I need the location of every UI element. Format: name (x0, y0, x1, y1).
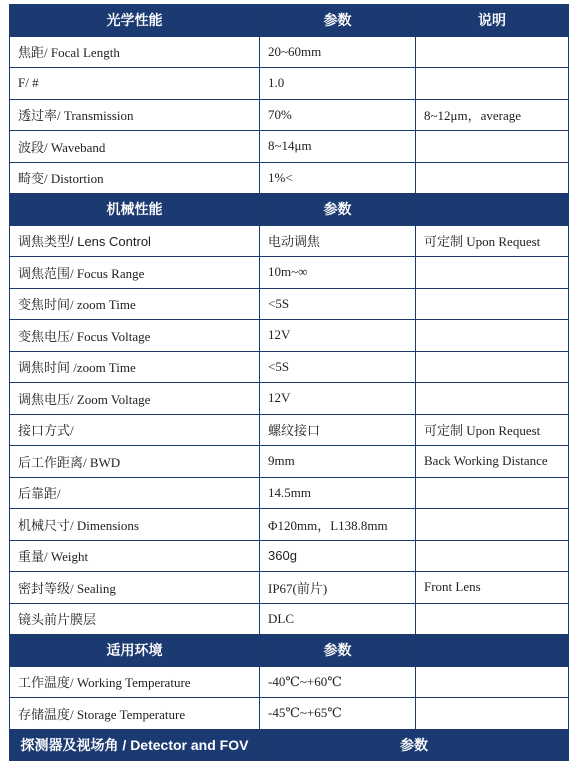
table-row (10, 698, 569, 730)
row-name: 畸变/ Distortion (10, 162, 260, 194)
row-value: 70% (260, 99, 416, 131)
table-row (10, 572, 569, 604)
row-note (416, 36, 569, 68)
row-value: -40℃~+60℃ (260, 666, 416, 698)
row-name: 后靠距/ (10, 477, 260, 509)
row-name: 机械尺寸/ Dimensions (10, 509, 260, 541)
row-name: 后工作距离/ BWD (10, 446, 260, 478)
row-note (416, 351, 569, 383)
row-value: 1%< (260, 162, 416, 194)
row-note (416, 257, 569, 289)
optics-header-title: 光学性能 (10, 5, 260, 37)
table-row (10, 477, 569, 509)
row-value: Φ120mm，L138.8mm (260, 509, 416, 541)
row-value: 8~14μm (260, 131, 416, 163)
row-value: 10m~∞ (260, 257, 416, 289)
row-value: 14.5mm (260, 477, 416, 509)
row-note (416, 162, 569, 194)
row-name: 波段/ Waveband (10, 131, 260, 163)
table-row (10, 162, 569, 194)
table-row (10, 509, 569, 541)
table-row (10, 68, 569, 100)
mech-header-note (416, 194, 569, 226)
row-value: 1.0 (260, 68, 416, 100)
row-value: -45℃~+65℃ (260, 698, 416, 730)
row-value: 12V (260, 320, 416, 352)
env-header-title: 适用环境 (10, 635, 260, 667)
table-row (10, 99, 569, 131)
row-note: 可定制 Upon Request (416, 414, 569, 446)
row-note (416, 383, 569, 415)
row-name: 调焦时间 /zoom Time (10, 351, 260, 383)
table-row (10, 351, 569, 383)
row-note (416, 68, 569, 100)
optics-header-param: 参数 (260, 5, 416, 37)
mech-header-param: 参数 (260, 194, 416, 226)
row-name: 密封等级/ Sealing (10, 572, 260, 604)
row-note: Back Working Distance (416, 446, 569, 478)
det-header-title: 探测器及视场角 / Detector and FOV (10, 729, 260, 761)
row-name: F/ # (10, 68, 260, 100)
spec-table (9, 4, 569, 761)
row-note (416, 509, 569, 541)
row-note (416, 603, 569, 635)
row-value: 20~60mm (260, 36, 416, 68)
table-row (10, 257, 569, 289)
row-name: 变焦时间/ zoom Time (10, 288, 260, 320)
row-value: 螺纹接口 (260, 414, 416, 446)
table-row (10, 414, 569, 446)
table-row (10, 603, 569, 635)
table-row (10, 666, 569, 698)
table-row (10, 383, 569, 415)
row-name: 调焦类型/ Lens Control (10, 225, 260, 257)
optics-header-note: 说明 (416, 5, 569, 37)
row-value: 电动调焦 (260, 225, 416, 257)
row-name: 存储温度/ Storage Temperature (10, 698, 260, 730)
row-name: 变焦电压/ Focus Voltage (10, 320, 260, 352)
det-header-param: 参数 (260, 729, 569, 761)
row-note (416, 477, 569, 509)
env-header-row (10, 635, 569, 667)
row-note: 8~12μm，average (416, 99, 569, 131)
table-row (10, 320, 569, 352)
row-value: DLC (260, 603, 416, 635)
env-header-param: 参数 (260, 635, 416, 667)
row-note (416, 320, 569, 352)
table-row (10, 225, 569, 257)
row-name: 焦距/ Focal Length (10, 36, 260, 68)
mech-header-title: 机械性能 (10, 194, 260, 226)
det-header-row (10, 729, 569, 761)
row-note (416, 288, 569, 320)
row-value: <5S (260, 351, 416, 383)
row-name: 工作温度/ Working Temperature (10, 666, 260, 698)
row-note (416, 131, 569, 163)
row-name: 调焦范围/ Focus Range (10, 257, 260, 289)
row-name: 重量/ Weight (10, 540, 260, 572)
table-row (10, 540, 569, 572)
row-note (416, 540, 569, 572)
table-row (10, 288, 569, 320)
table-row (10, 131, 569, 163)
table-row (10, 36, 569, 68)
row-name: 镜头前片膜层 (10, 603, 260, 635)
row-note: Front Lens (416, 572, 569, 604)
table-row (10, 446, 569, 478)
row-value: <5S (260, 288, 416, 320)
row-note: 可定制 Upon Request (416, 225, 569, 257)
row-note (416, 698, 569, 730)
row-value: 9mm (260, 446, 416, 478)
row-value: 360g (260, 540, 416, 572)
row-name: 接口方式/ (10, 414, 260, 446)
env-header-note (416, 635, 569, 667)
row-name: 调焦电压/ Zoom Voltage (10, 383, 260, 415)
row-note (416, 666, 569, 698)
row-name: 透过率/ Transmission (10, 99, 260, 131)
row-value: 12V (260, 383, 416, 415)
row-value: IP67(前片) (260, 572, 416, 604)
mech-header-row (10, 194, 569, 226)
optics-header-row (10, 5, 569, 37)
